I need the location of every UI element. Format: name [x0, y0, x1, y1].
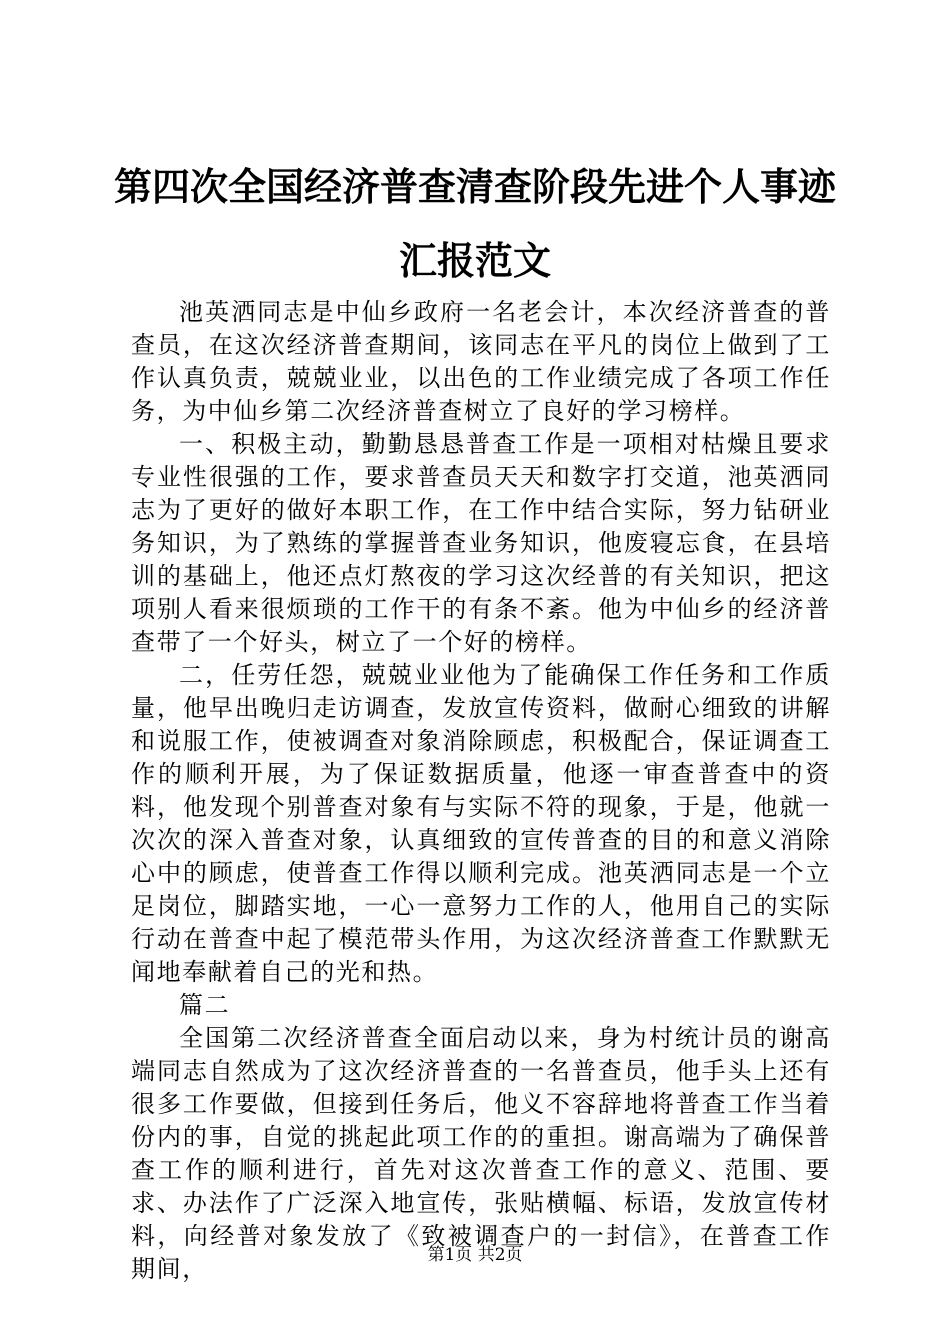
document-body [131, 296, 831, 1286]
paragraph: 池英洒同志是中仙乡政府一名老会计，本次经济普查的普查员，在这次经济普查期间，该同志在平凡的岗位上做到了工作认真负责，兢兢业业，以出色的工作业绩完成了各项工作任务，为中仙乡第二次经济普查树立了良好的学习榜样。 [131, 298, 831, 425]
section-label: 篇二 [179, 991, 231, 1019]
document-title: 第四次全国经济普查清查阶段先进个人事迹汇报范文 [113, 165, 836, 283]
page-footer: 第1页 共2页 [427, 1245, 523, 1265]
paragraph: 二，任劳任怨，兢兢业业他为了能确保工作任务和工作质量，他早出晚归走访调查，发放宣传资料，做耐心细致的讲解和说服工作，使被调查对象消除顾虑，积极配合，保证调查工作的顺利开展，为了保证数据质量，他逐一审查普查中的资料，他发现个别普查对象有与实际不符的现象，于是，他就一次次的深入普查对象，认真细致的宣传普查的目的和意义消除心中的顾虑，使普查工作得以顺利完成。池英洒同志是一个立足岗位，脚踏实地，一心一意努力工作的人，他用自己的实际行动在普查中起了模范带头作用，为这次经济普查工作默默无闻地奉献着自己的光和热。 [131, 661, 831, 986]
paragraph: 全国第二次经济普查全面启动以来，身为村统计员的谢高端同志自然成为了这次经济普查的一名普查员，他手头上还有很多工作要做，但接到任务后，他义不容辞地将普查工作当着份内的事，自觉的挑起此项工作的的重担。谢高端为了确保普查工作的顺利进行，首先对这次普查工作的意义、范围、要求、办法作了广泛深入地宣传，张贴横幅、标语，发放宣传材料，向经普对象发放了《致被调查户的一封信》，在普查工作期间， [131, 1024, 831, 1283]
paragraph: 一、积极主动，勤勤恳恳普查工作是一项相对枯燥且要求专业性很强的工作，要求普查员天天和数字打交道，池英洒同志为了更好的做好本职工作，在工作中结合实际，努力钻研业务知识，为了熟练的掌握普查业务知识，他废寝忘食，在县培训的基础上，他还点灯熬夜的学习这次经普的有关知识，把这项别人看来很烦琐的工作干的有条不紊。他为中仙乡的经济普查带了一个好头，树立了一个好的榜样。 [131, 430, 831, 656]
